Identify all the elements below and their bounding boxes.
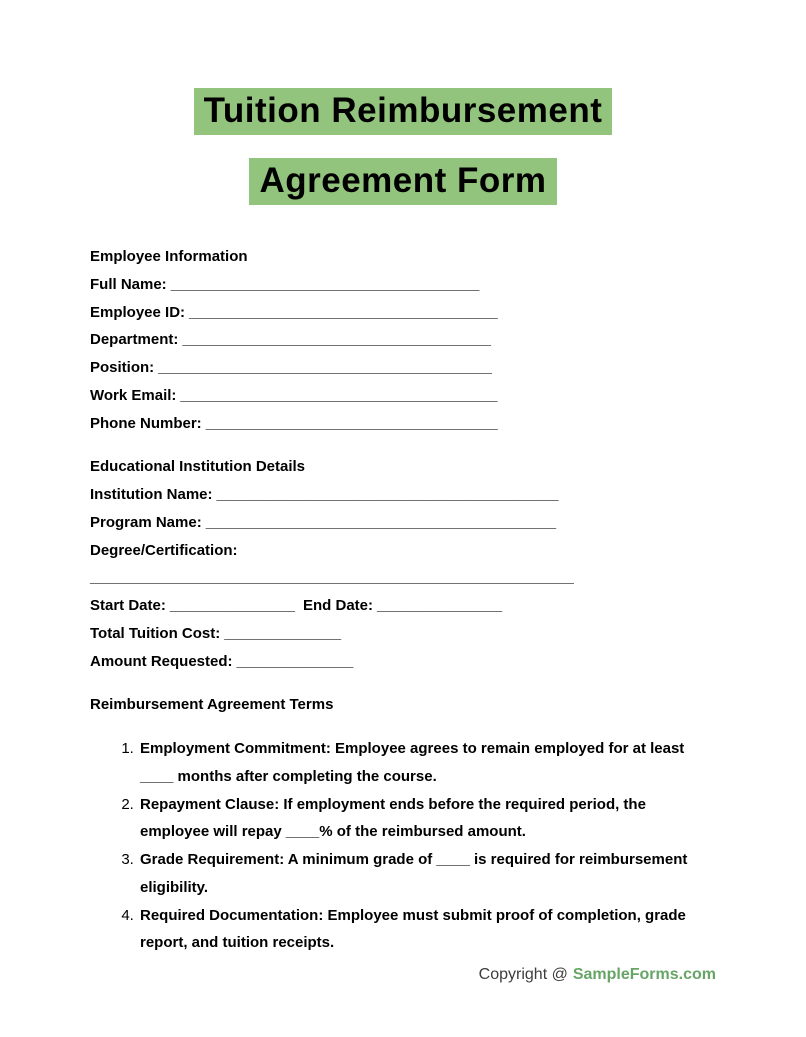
field-blank: _________________________________________ — [216, 486, 559, 503]
terms-item — [138, 791, 716, 847]
field-blank: _____________________________________ — [189, 303, 498, 321]
terms-item — [138, 902, 716, 958]
field-blank: ________________________________________ — [158, 359, 492, 376]
field-label: Amount Requested: — [90, 652, 233, 670]
section-heading: Reimbursement Agreement Terms — [90, 696, 334, 714]
terms-item-text: Employment Commitment: Employee agrees to remain employed for at least ____ months after completing the course. — [140, 740, 685, 785]
field-row — [90, 410, 716, 438]
field-row — [90, 299, 716, 327]
section-educational-institution — [90, 453, 716, 675]
field-label: Start Date: — [90, 597, 166, 614]
title-text-highlighted: Agreement Form — [249, 158, 556, 205]
field-blank: _______________ — [377, 597, 503, 614]
field-row — [90, 326, 716, 354]
sampleforms-link[interactable]: SampleForms.com — [572, 966, 716, 983]
field-blank: ______________ — [224, 624, 342, 642]
field-label: Institution Name: — [90, 486, 213, 503]
title-line-2 — [90, 158, 716, 205]
field-blank: __________________________________________ — [205, 513, 557, 531]
field-row — [90, 620, 716, 648]
field-row — [90, 271, 716, 299]
terms-list — [90, 735, 716, 957]
field-label: Full Name: — [90, 275, 167, 293]
field-blank: ______________________________________ — [180, 386, 498, 404]
field-row — [90, 537, 716, 565]
field-row-dates — [90, 592, 716, 620]
document-title — [90, 88, 716, 205]
terms-item — [138, 846, 716, 902]
field-label: Employee ID: — [90, 303, 186, 321]
title-text-highlighted: Tuition Reimbursement — [194, 88, 613, 135]
field-label: Phone Number: — [90, 414, 202, 432]
field-blank: ______________ — [236, 652, 354, 670]
field-label: Total Tuition Cost: — [90, 624, 221, 642]
title-line-1 — [90, 88, 716, 135]
terms-item-text: Required Documentation: Employee must submit proof of completion, grade report, and tuition receipts. — [140, 906, 686, 952]
field-row — [90, 481, 716, 509]
terms-item-text: Repayment Clause: If employment ends before the required period, the employee will repay ____% of the reimbursed amount. — [140, 795, 646, 841]
terms-item-text: Grade Requirement: A minimum grade of ____ is required for reimbursement eligibility. — [140, 851, 688, 896]
field-row — [90, 648, 716, 676]
copyright-label: Copyright @ — [478, 966, 568, 983]
terms-item — [138, 735, 716, 791]
field-blank: __________________________________________________________ — [90, 569, 574, 587]
field-row — [90, 382, 716, 410]
field-label: Program Name: — [90, 513, 202, 531]
field-blank: _____________________________________ — [170, 275, 480, 293]
field-blank: ___________________________________ — [205, 414, 498, 432]
field-label: End Date: — [303, 597, 374, 614]
section-heading: Employee Information — [90, 248, 248, 265]
field-row — [90, 354, 716, 382]
section-heading: Educational Institution Details — [90, 458, 306, 476]
footer — [479, 966, 716, 984]
field-blank: _____________________________________ — [182, 331, 492, 349]
field-blank-row — [90, 564, 716, 592]
field-row — [90, 509, 716, 537]
field-label: Work Email: — [90, 386, 177, 404]
field-label: Degree/Certification: — [90, 541, 238, 559]
field-label: Department: — [90, 331, 179, 349]
section-employee-information — [90, 243, 716, 437]
field-blank: _______________ — [169, 597, 295, 614]
field-label: Position: — [90, 359, 155, 376]
section-agreement-terms — [90, 691, 716, 957]
